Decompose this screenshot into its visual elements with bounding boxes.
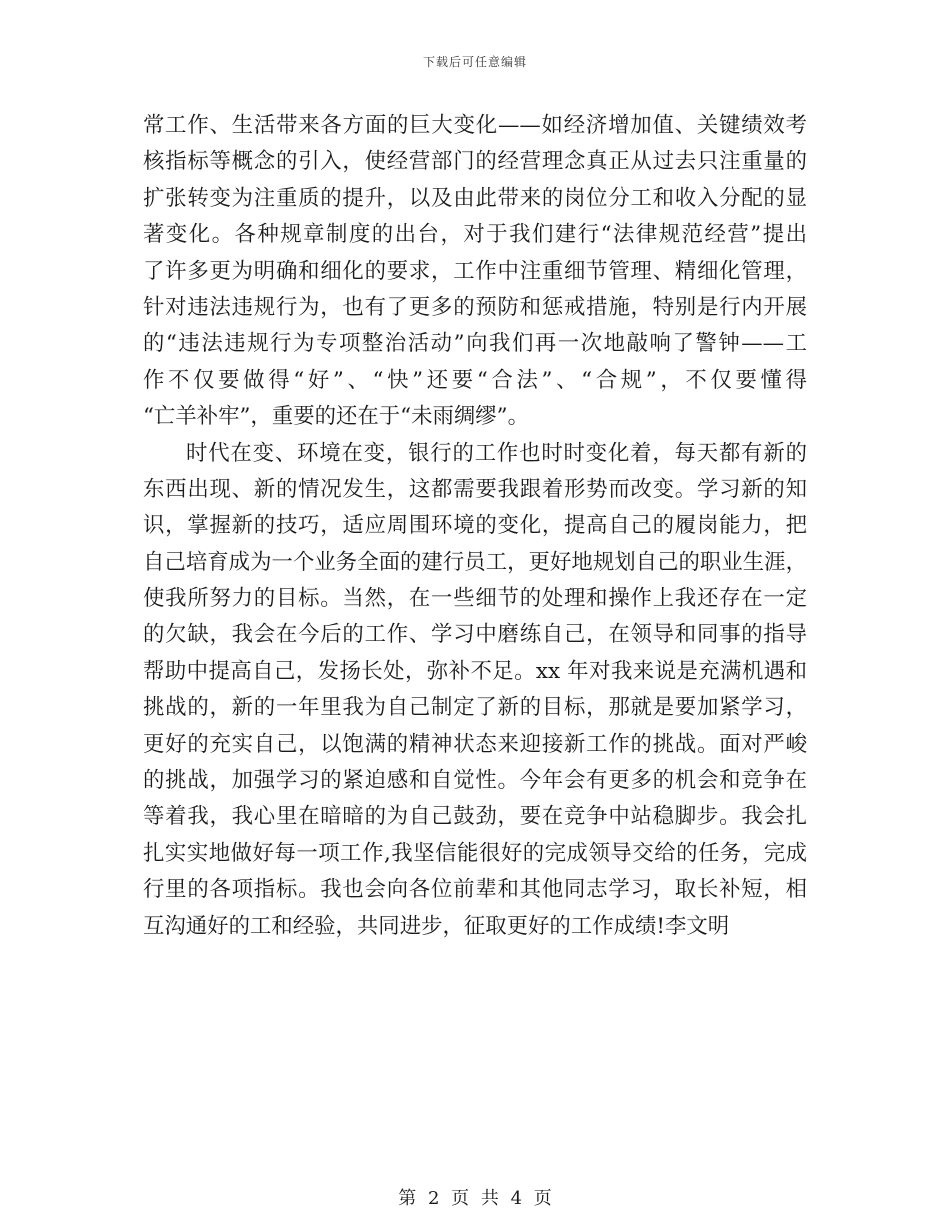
text-line: 挑战的，新的一年里我为自己制定了新的目标，那就是要加紧学习，: [143, 695, 807, 721]
text-line: 扩张转变为注重质的提升，以及由此带来的岗位分工和收入分配的显: [143, 185, 807, 211]
text-line: 常工作、生活带来各方面的巨大变化——如经济增加值、关键绩效考: [143, 113, 807, 138]
text-line: 时代在变、环境在变，银行的工作也时时变化着，每天都有新的: [186, 440, 807, 466]
text-line: 行里的各项指标。我也会向各位前辈和其他同志学习，取长补短，相: [143, 877, 807, 903]
text-line: 扎实实地做好每一项工作,我坚信能很好的完成领导交给的任务，完成: [143, 840, 807, 866]
text-line: 针对违法违规行为，也有了更多的预防和惩戒措施，特别是行内开展: [143, 294, 807, 320]
text-line: 的欠缺，我会在今后的工作、学习中磨练自己，在领导和同事的指导: [143, 622, 807, 648]
paragraph-1: [143, 108, 807, 436]
text-line: 自己培育成为一个业务全面的建行员工，更好地规划自己的职业生涯，: [143, 549, 807, 575]
page-header-note: 下载后可任意编辑: [422, 55, 527, 69]
text-line: 的挑战，加强学习的紧迫感和自觉性。今年会有更多的机会和竞争在: [143, 768, 807, 794]
text-line: 东西出现、新的情况发生，这都需要我跟着形势而改变。学习新的知: [143, 476, 807, 502]
text-line: 核指标等概念的引入，使经营部门的经营理念真正从过去只注重量的: [143, 149, 807, 175]
text-line: 帮助中提高自己，发扬长处，弥补不足。xx 年对我来说是充满机遇和: [143, 658, 807, 684]
text-line: “亡羊补牢”，重要的还在于“未雨绸缪”。: [143, 404, 529, 430]
text-line: 等着我，我心里在暗暗的为自己鼓劲，要在竞争中站稳脚步。我会扎: [143, 804, 807, 830]
text-line: 使我所努力的目标。当然，在一些细节的处理和操作上我还存在一定: [143, 586, 807, 612]
text-line: 著变化。各种规章制度的出台，对于我们建行“法律规范经营”提出: [143, 222, 807, 248]
document-body: [143, 108, 807, 945]
paragraph-2: [143, 436, 807, 945]
text-line: 的“违法违规行为专项整治活动”向我们再一次地敲响了警钟——工: [143, 331, 807, 357]
text-line: 更好的充实自己，以饱满的精神状态来迎接新工作的挑战。面对严峻: [143, 731, 807, 757]
text-line: 识，掌握新的技巧，适应周围环境的变化，提高自己的履岗能力，把: [143, 513, 807, 539]
text-line: 了许多更为明确和细化的要求，工作中注重细节管理、精细化管理，: [143, 258, 807, 284]
page-number-footer: 第 2 页 共 4 页: [398, 1188, 552, 1209]
text-line: 互沟通好的工和经验，共同进步，征取更好的工作成绩!李文明: [143, 913, 730, 939]
text-line: 作不仅要做得“好”、“快”还要“合法”、“合规”，不仅要懂得: [143, 367, 807, 393]
